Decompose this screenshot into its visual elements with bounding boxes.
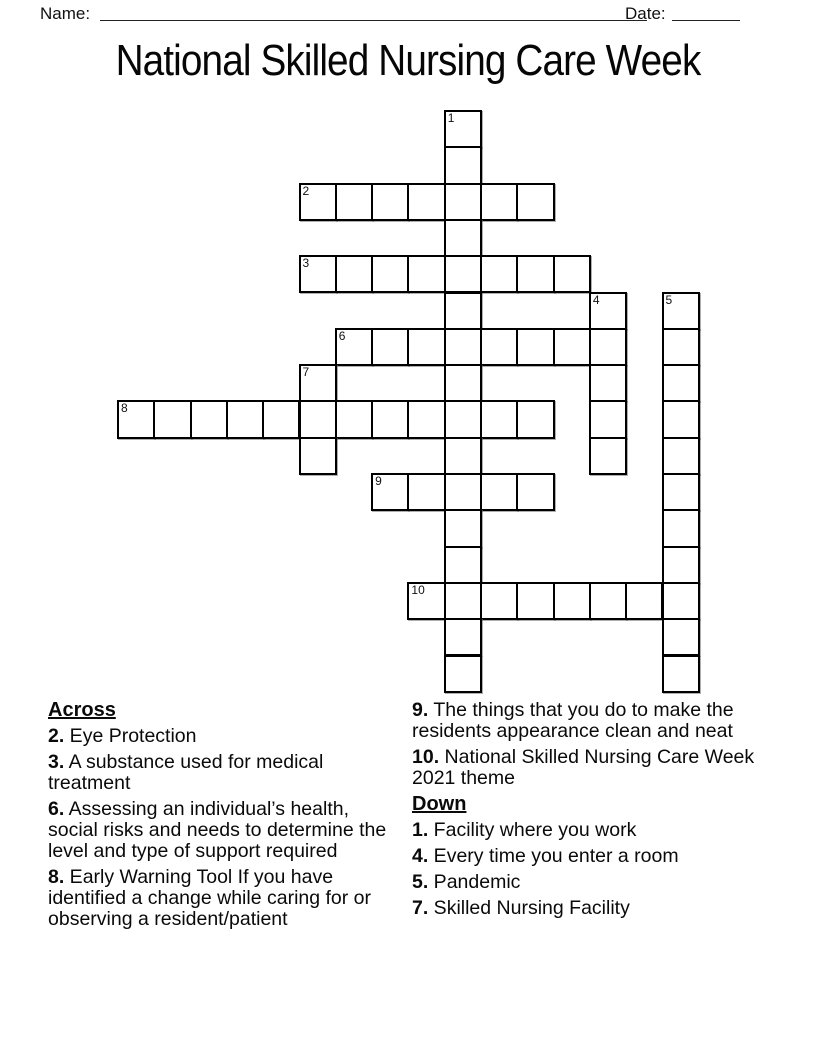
grid-cell bbox=[589, 437, 627, 475]
grid-cell-number: 6 bbox=[338, 328, 346, 343]
clues-column-right bbox=[412, 700, 764, 924]
clue-item bbox=[412, 747, 764, 789]
grid-cell bbox=[407, 255, 445, 293]
clue-item bbox=[412, 820, 764, 841]
grid-cell bbox=[407, 183, 445, 221]
grid-cell bbox=[589, 582, 627, 620]
clue-text: A substance used for medical treatment bbox=[48, 751, 324, 794]
grid-cell bbox=[444, 183, 482, 221]
grid-cell bbox=[444, 328, 482, 366]
grid-cell bbox=[407, 400, 445, 438]
clue-text: Early Warning Tool If you have identified a change while caring for or observing a resident/patient bbox=[48, 866, 372, 930]
grid-cell bbox=[117, 400, 155, 438]
grid-cell bbox=[444, 364, 482, 402]
name-blank-line bbox=[100, 2, 647, 21]
grid-cell bbox=[589, 328, 627, 366]
clue-text: Every time you enter a room bbox=[428, 845, 679, 867]
grid-cell bbox=[444, 292, 482, 330]
clue-text: The things that you do to make the residents appearance clean and neat bbox=[412, 699, 734, 742]
grid-cell bbox=[407, 473, 445, 511]
grid-cell bbox=[444, 255, 482, 293]
grid-cell bbox=[444, 146, 482, 184]
grid-cell bbox=[371, 473, 409, 511]
clue-number: 8. bbox=[48, 866, 65, 888]
grid-cell bbox=[480, 400, 518, 438]
grid-cell bbox=[662, 364, 700, 402]
crossword-grid bbox=[117, 110, 701, 694]
grid-cell-number: 1 bbox=[447, 111, 455, 125]
down-heading: Down bbox=[412, 793, 467, 815]
date-blank-line bbox=[672, 2, 740, 21]
grid-cell bbox=[335, 255, 373, 293]
grid-cell bbox=[662, 292, 700, 330]
grid-cell bbox=[444, 509, 482, 547]
clue-number: 9. bbox=[412, 699, 429, 721]
grid-cell bbox=[516, 473, 554, 511]
grid-cell bbox=[516, 328, 554, 366]
grid-cell bbox=[371, 183, 409, 221]
grid-cell-number: 3 bbox=[302, 256, 310, 271]
grid-cell bbox=[553, 328, 591, 366]
grid-cell bbox=[190, 400, 228, 438]
grid-cell bbox=[335, 400, 373, 438]
grid-cell bbox=[299, 400, 337, 438]
clue-number: 7. bbox=[412, 897, 429, 919]
grid-cell bbox=[262, 400, 300, 438]
grid-cell-number: 4 bbox=[592, 292, 600, 307]
clue-number: 3. bbox=[48, 751, 65, 773]
clue-text: Eye Protection bbox=[64, 725, 197, 747]
grid-cell bbox=[444, 437, 482, 475]
grid-cell-number: 2 bbox=[302, 183, 310, 198]
grid-cell bbox=[662, 582, 700, 620]
grid-cell bbox=[299, 183, 337, 221]
grid-cell-number: 8 bbox=[121, 401, 128, 416]
grid-cell bbox=[589, 400, 627, 438]
grid-cell bbox=[444, 618, 482, 656]
grid-cell bbox=[299, 364, 337, 402]
grid-cell bbox=[662, 618, 700, 656]
grid-cell-number: 7 bbox=[302, 365, 310, 380]
clue-item bbox=[412, 898, 764, 919]
grid-cell bbox=[480, 473, 518, 511]
grid-cell bbox=[226, 400, 264, 438]
clue-item bbox=[412, 846, 764, 867]
clue-text: Pandemic bbox=[428, 871, 521, 893]
grid-cell bbox=[662, 546, 700, 584]
grid-cell bbox=[480, 582, 518, 620]
clue-item bbox=[48, 752, 400, 794]
clue-number: 10. bbox=[412, 746, 440, 768]
grid-cell bbox=[444, 582, 482, 620]
grid-cell bbox=[662, 437, 700, 475]
clues-column-left bbox=[48, 700, 400, 935]
grid-cell bbox=[662, 655, 700, 693]
grid-cell bbox=[480, 183, 518, 221]
grid-cell bbox=[662, 328, 700, 366]
down-clue-list bbox=[412, 820, 764, 919]
grid-cell bbox=[444, 655, 482, 693]
grid-cell bbox=[299, 437, 337, 475]
across-heading: Across bbox=[48, 699, 116, 721]
grid-cell bbox=[553, 255, 591, 293]
grid-cell bbox=[516, 400, 554, 438]
grid-cell bbox=[153, 400, 191, 438]
grid-cell bbox=[662, 400, 700, 438]
grid-cell bbox=[407, 582, 445, 620]
grid-cell bbox=[480, 328, 518, 366]
page-title: National Skilled Nursing Care Week bbox=[115, 36, 701, 85]
grid-cell bbox=[335, 328, 373, 366]
grid-cell bbox=[553, 582, 591, 620]
page-header bbox=[40, 2, 776, 26]
grid-cell bbox=[444, 400, 482, 438]
clue-item bbox=[48, 867, 400, 930]
clue-number: 1. bbox=[412, 819, 429, 841]
grid-cell bbox=[444, 546, 482, 584]
clue-item bbox=[48, 799, 400, 862]
grid-cell bbox=[516, 582, 554, 620]
clue-item bbox=[412, 700, 764, 742]
clue-item bbox=[412, 872, 764, 893]
grid-cell bbox=[371, 255, 409, 293]
grid-cell bbox=[407, 328, 445, 366]
clue-number: 2. bbox=[48, 725, 65, 747]
grid-cell bbox=[662, 473, 700, 511]
grid-cell bbox=[516, 183, 554, 221]
grid-cell-number: 10 bbox=[411, 582, 425, 597]
name-label: Name: bbox=[40, 4, 91, 23]
grid-cell bbox=[444, 110, 482, 148]
grid-cell bbox=[335, 183, 373, 221]
date-label: Date: bbox=[625, 4, 666, 23]
grid-cell-number: 5 bbox=[665, 292, 673, 307]
grid-cell bbox=[589, 364, 627, 402]
clue-text: Assessing an individual’s health, social risks and needs to determine the level and type of support required bbox=[48, 798, 387, 862]
grid-cell bbox=[480, 255, 518, 293]
grid-cell bbox=[444, 473, 482, 511]
grid-cell bbox=[371, 400, 409, 438]
clue-number: 5. bbox=[412, 871, 429, 893]
grid-cell bbox=[589, 292, 627, 330]
clue-number: 4. bbox=[412, 845, 429, 867]
across-clue-list-continued bbox=[412, 700, 764, 789]
clue-text: Facility where you work bbox=[428, 819, 637, 841]
grid-cell bbox=[371, 328, 409, 366]
across-clue-list bbox=[48, 726, 400, 930]
grid-cell bbox=[444, 219, 482, 257]
clue-item bbox=[48, 726, 400, 747]
grid-cell bbox=[625, 582, 663, 620]
clue-text: Skilled Nursing Facility bbox=[428, 897, 630, 919]
clue-number: 6. bbox=[48, 798, 65, 820]
grid-cell-number: 9 bbox=[375, 474, 382, 488]
grid-cell bbox=[299, 255, 337, 293]
clue-text: National Skilled Nursing Care Week 2021 theme bbox=[412, 746, 755, 789]
grid-cell bbox=[662, 509, 700, 547]
grid-cell bbox=[516, 255, 554, 293]
